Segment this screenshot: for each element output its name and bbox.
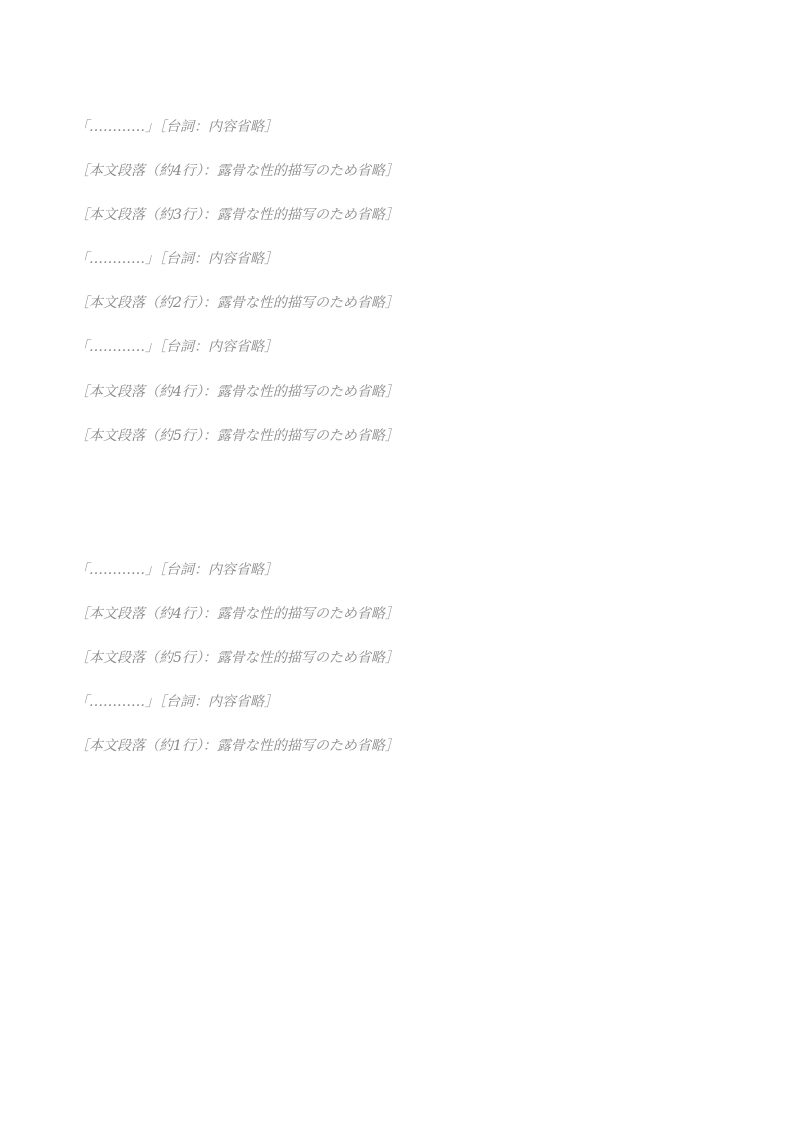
prose-paragraph: ［本文段落（約5行）：露骨な性的描写のため省略］ [75,427,399,444]
prose-paragraph: ［本文段落（約2行）：露骨な性的描写のため省略］ [75,295,399,312]
prose-paragraph: ［本文段落（約1行）：露骨な性的描写のため省略］ [75,738,399,755]
prose-paragraph: ［本文段落（約4行）：露骨な性的描写のため省略］ [75,163,399,180]
dialogue-line: 「…………」［台詞：内容省略］ [75,251,278,268]
prose-paragraph: ［本文段落（約4行）：露骨な性的描写のため省略］ [75,383,399,400]
text-body [75,115,718,759]
dialogue-line: 「…………」［台詞：内容省略］ [75,339,278,356]
prose-paragraph: ［本文段落（約3行）：露骨な性的描写のため省略］ [75,207,399,224]
prose-paragraph: ［本文段落（約4行）：露骨な性的描写のため省略］ [75,605,399,622]
dialogue-line: 「…………」［台詞：内容省略］ [75,119,278,135]
prose-paragraph: ［本文段落（約5行）：露骨な性的描写のため省略］ [75,649,399,666]
dialogue-line: 「…………」［台詞：内容省略］ [75,694,278,711]
scene-break [75,468,718,558]
dialogue-line: 「…………」［台詞：内容省略］ [75,561,278,578]
